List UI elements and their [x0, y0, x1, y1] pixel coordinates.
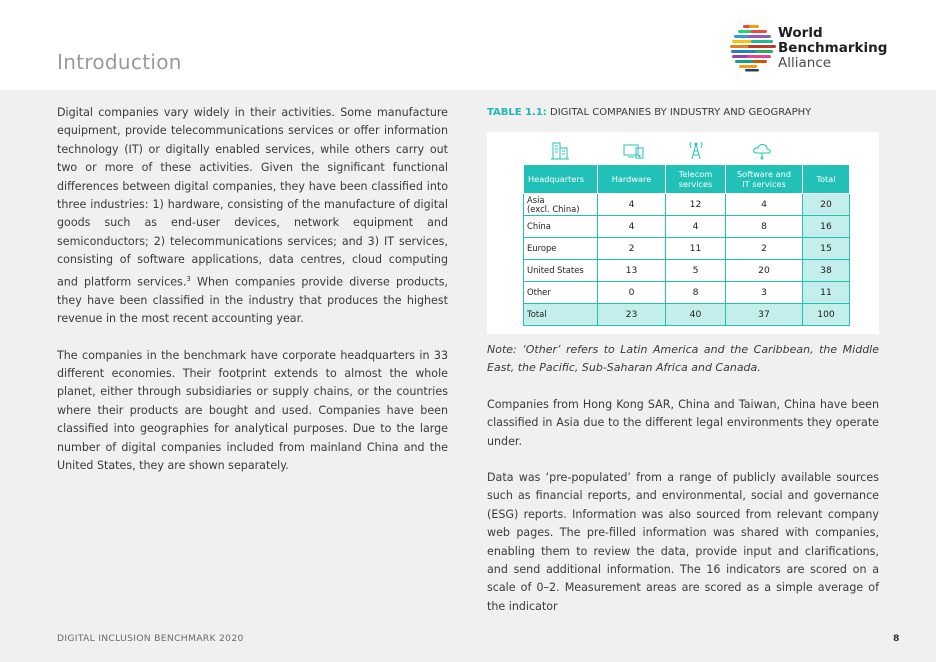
cell-total: 20 — [803, 194, 850, 216]
cell-software: 4 — [726, 194, 803, 216]
footnote-ref-3[interactable]: 3 — [186, 274, 191, 283]
devices-icon — [623, 140, 645, 160]
table-row — [524, 238, 850, 260]
cell-total: 16 — [803, 216, 850, 238]
cloud-network-icon — [751, 140, 773, 160]
table-row — [524, 216, 850, 238]
footer-report-title: DIGITAL INCLUSION BENCHMARK 2020 — [57, 633, 244, 644]
wba-logo — [729, 24, 899, 72]
cell-total: 100 — [803, 304, 850, 326]
row-label: Other — [524, 282, 598, 304]
logo-line-3: Alliance — [778, 55, 832, 71]
cell-software: 8 — [726, 216, 803, 238]
buildings-icon — [549, 140, 571, 160]
cell-hardware: 4 — [598, 216, 666, 238]
antenna-tower-icon — [685, 140, 707, 160]
companies-table — [523, 164, 850, 326]
row-label: Europe — [524, 238, 598, 260]
cell-software: 3 — [726, 282, 803, 304]
col-header-software — [726, 165, 803, 194]
cell-hardware: 4 — [598, 194, 666, 216]
col-header-telecom — [666, 165, 726, 194]
col-header-telecom-2: services — [678, 179, 713, 189]
table-header-row — [524, 165, 850, 194]
table-caption-label: TABLE 1.1: — [487, 107, 547, 118]
cell-total: 11 — [803, 282, 850, 304]
cell-telecom: 5 — [666, 260, 726, 282]
table-row — [524, 194, 850, 216]
table-row — [524, 282, 850, 304]
wba-logo-text — [778, 26, 887, 71]
cell-telecom: 11 — [666, 238, 726, 260]
cell-software: 37 — [726, 304, 803, 326]
cell-software: 2 — [726, 238, 803, 260]
paragraph-industries-tail: When companies provide diverse products, they have been classified in the industry that produces the highest revenue in the most recent accounting year. — [57, 275, 448, 326]
row-label-line-1: Asia — [527, 194, 545, 205]
logo-line-2: Benchmarking — [778, 40, 888, 56]
row-label: Total — [524, 304, 598, 326]
cell-hardware: 13 — [598, 260, 666, 282]
left-column — [57, 104, 448, 493]
cell-hardware: 2 — [598, 238, 666, 260]
cell-total: 38 — [803, 260, 850, 282]
logo-line-1: World — [778, 25, 823, 41]
paragraph-industries-text: Digital companies vary widely in their activities. Some manufacture equipment, provide telecommunications services or offer information technology (IT) or digitally enabled services, while others carry out two or more of these activities. Given the significant functional differences between digital companies, they have been classified into three industries: 1) hardware, consisting of the manufacture of digital goods such as end-user devices, network equipment and semiconductors; 2) telecommunications services; and 3) IT services, consisting of software applications, data centres, cloud computing and platform services. — [57, 106, 448, 289]
row-label — [524, 194, 598, 216]
row-label-line-2: (excl. China) — [527, 203, 580, 214]
table-container — [487, 132, 879, 334]
paragraph-asia-classification: Companies from Hong Kong SAR, China and Taiwan, China have been classified in Asia due to the different legal environments they operate under. — [487, 397, 879, 448]
table-note: Note: ‘Other’ refers to Latin America and the Caribbean, the Middle East, the Pacific, Sub-Saharan Africa and Canada. — [487, 343, 879, 375]
cell-telecom: 12 — [666, 194, 726, 216]
col-header-hardware: Hardware — [598, 165, 666, 194]
cell-telecom: 4 — [666, 216, 726, 238]
col-header-total: Total — [803, 165, 850, 194]
col-header-headquarters: Headquarters — [524, 165, 598, 194]
page-title: Introduction — [57, 50, 182, 74]
cell-total: 15 — [803, 238, 850, 260]
paragraph-data-sources: Data was ‘pre-populated’ from a range of publicly available sources such as financial reports, and environmental, social and governance (ESG) reports. Information was also sourced from relevant company web pages. The pre-filled information was shared with companies, enabling them to review the data, provide input and clarifications, and send additional information. The 16 indicators are scored on a scale of 0–2. Measurement areas are scored as a simple average of the indicator — [487, 471, 879, 613]
right-column — [487, 104, 879, 616]
table-row — [524, 260, 850, 282]
page-header — [0, 0, 936, 90]
cell-telecom: 40 — [666, 304, 726, 326]
col-header-software-1: Software and — [736, 169, 792, 179]
col-header-telecom-1: Telecom — [678, 169, 713, 179]
cell-hardware: 0 — [598, 282, 666, 304]
page-number: 8 — [893, 633, 900, 644]
cell-software: 20 — [726, 260, 803, 282]
row-label: China — [524, 216, 598, 238]
table-caption — [487, 107, 879, 118]
cell-hardware: 23 — [598, 304, 666, 326]
paragraph-geographies: The companies in the benchmark have corporate headquarters in 33 different economies. Their footprint extends to almost the whole planet, either through subsidiaries or supply chains, or the countries where their products are bought and used. Companies have been classified into geographies for analytical purposes. Due to the large number of digital companies included from mainland China and the United States, they are shown separately. — [57, 348, 448, 472]
cell-telecom: 8 — [666, 282, 726, 304]
row-label: United States — [524, 260, 598, 282]
col-header-software-2: IT services — [742, 179, 786, 189]
table-caption-text: DIGITAL COMPANIES BY INDUSTRY AND GEOGRAPHY — [546, 107, 812, 118]
wba-logo-mark-icon — [729, 24, 777, 72]
table-total-row — [524, 304, 850, 326]
paragraph-industries — [57, 104, 448, 329]
